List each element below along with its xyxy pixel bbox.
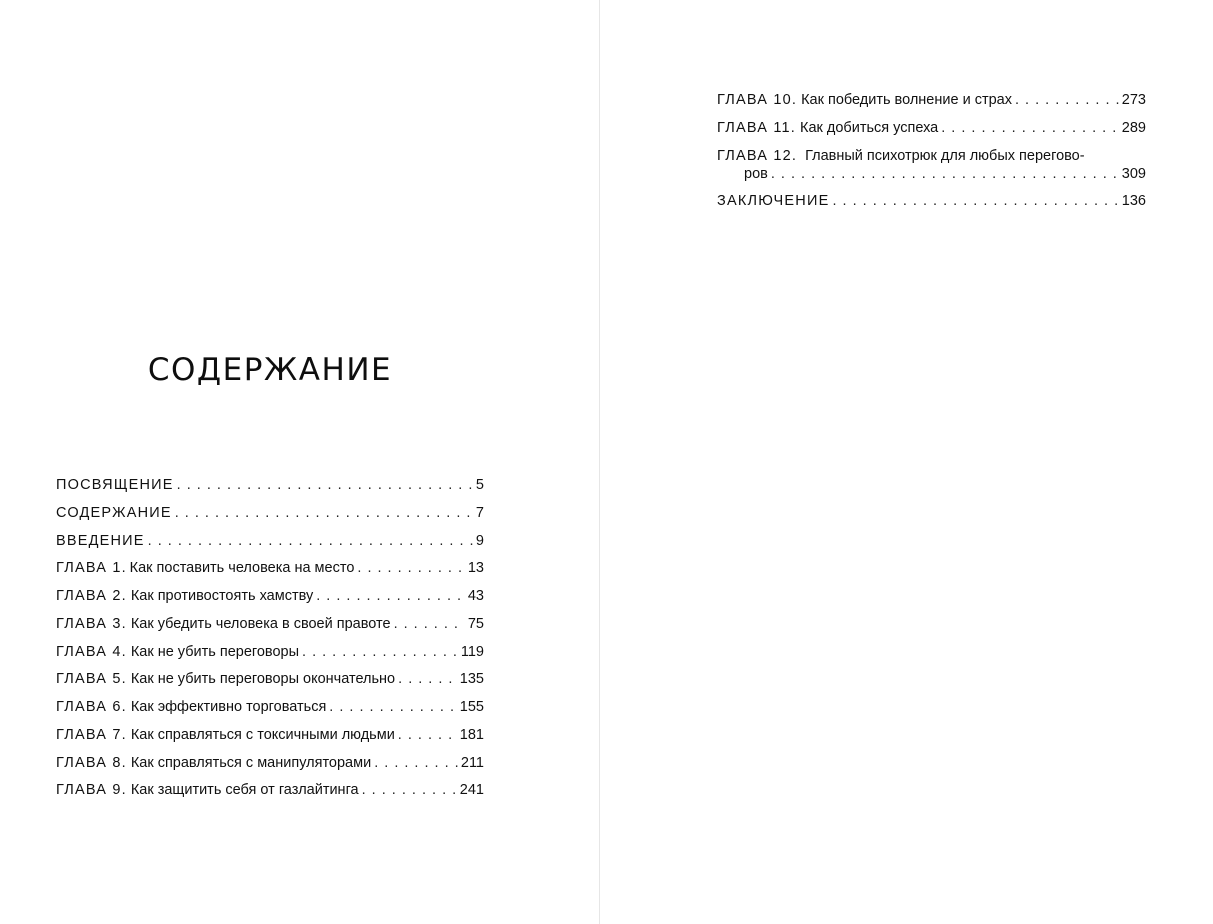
toc-entry-chapter-11[interactable] <box>717 119 1146 137</box>
toc-entry-page: 135 <box>459 671 484 688</box>
toc-entry-introduction[interactable] <box>56 532 484 550</box>
toc-entry-chapter-9[interactable] <box>56 781 484 799</box>
toc-entry-text: Как защитить себя от газлайтинга <box>130 782 359 799</box>
left-page <box>0 0 599 924</box>
toc-entry-text: . Как поставить человека на место <box>121 560 355 577</box>
toc-entry-dedication[interactable] <box>56 476 484 494</box>
toc-entry-page: 43 <box>467 588 484 604</box>
toc-list-right <box>717 91 1146 220</box>
toc-entry-label: ГЛАВА 4. <box>56 643 127 660</box>
toc-entry-page: 136 <box>1121 193 1146 210</box>
toc-entry-label: ГЛАВА 8. <box>56 754 127 771</box>
toc-entry-chapter-7[interactable] <box>56 726 484 744</box>
leader-dots <box>941 119 1119 137</box>
leader-dots <box>374 754 458 772</box>
leader-dots <box>832 192 1118 210</box>
leader-dots <box>398 670 457 688</box>
toc-entry-page: 289 <box>1121 119 1146 136</box>
right-page <box>600 0 1213 924</box>
toc-entry-page: 75 <box>467 615 484 632</box>
toc-entry-page: 181 <box>459 726 484 743</box>
leader-dots <box>1015 91 1119 109</box>
toc-entry-contents[interactable] <box>56 504 484 522</box>
toc-entry-text: Главный психотрюк для любых перегово- <box>805 147 1085 164</box>
toc-entry-page: 273 <box>1121 92 1146 108</box>
toc-entry-text: Как противостоять хамству <box>130 588 314 604</box>
toc-entry-label: ПОСВЯЩЕНИЕ <box>56 477 174 493</box>
leader-dots <box>316 587 465 605</box>
page-title: СОДЕРЖАНИЕ <box>147 352 393 388</box>
toc-entry-chapter-12[interactable] <box>717 147 1146 183</box>
toc-entry-text: Как победить волнение и страх <box>801 92 1012 108</box>
toc-entry-label: ГЛАВА 3. <box>56 615 127 632</box>
toc-entry-text: Как не убить переговоры <box>130 643 300 660</box>
toc-entry-chapter-4[interactable] <box>56 643 484 661</box>
toc-entry-label: СОДЕРЖАНИЕ <box>56 504 172 521</box>
toc-entry-page: 309 <box>1121 165 1146 182</box>
toc-entry-text-continuation: ров <box>744 165 768 182</box>
toc-entry-text: Как добиться успеха <box>800 119 939 136</box>
toc-entry-chapter-5[interactable] <box>56 670 484 688</box>
toc-entry-chapter-8[interactable] <box>56 754 484 772</box>
toc-entry-conclusion[interactable] <box>717 192 1146 210</box>
toc-entry-label: ГЛАВА 5. <box>56 671 127 688</box>
leader-dots <box>362 781 457 799</box>
leader-dots <box>148 532 473 550</box>
leader-dots <box>771 165 1119 183</box>
toc-entry-page: 13 <box>467 560 484 577</box>
toc-entry-chapter-1[interactable] <box>56 559 484 577</box>
leader-dots <box>177 476 473 494</box>
toc-entry-label: ЗАКЛЮЧЕНИЕ <box>717 193 830 210</box>
toc-entry-chapter-6[interactable] <box>56 698 484 716</box>
toc-entry-page: 7 <box>475 504 484 521</box>
toc-entry-page: 155 <box>459 699 484 715</box>
toc-entry-page: 241 <box>459 782 484 799</box>
leader-dots <box>175 504 473 522</box>
toc-entry-page: 211 <box>460 754 484 771</box>
toc-entry-label: ГЛАВА 1 <box>56 560 122 577</box>
toc-entry-text: Как убедить человека в своей правоте <box>130 615 391 632</box>
leader-dots <box>329 698 457 716</box>
toc-entry-page: 5 <box>475 477 484 493</box>
toc-entry-chapter-10[interactable] <box>717 91 1146 109</box>
toc-entry-label: ГЛАВА 2. <box>56 588 127 604</box>
toc-entry-text: Как справляться с токсичными людьми <box>130 726 395 743</box>
toc-entry-label: ГЛАВА 7. <box>56 726 127 743</box>
toc-entry-label: ГЛАВА 10. <box>717 92 798 108</box>
toc-entry-label: ГЛАВА 6. <box>56 699 127 715</box>
toc-entry-page: 119 <box>460 643 484 660</box>
toc-entry-chapter-3[interactable] <box>56 615 484 633</box>
leader-dots <box>398 726 457 744</box>
toc-list-left <box>56 476 484 809</box>
toc-entry-label: ГЛАВА 12. <box>717 147 798 164</box>
toc-entry-page: 9 <box>475 532 484 549</box>
toc-entry-text: Как эффективно торговаться <box>130 699 327 715</box>
toc-entry-label: ГЛАВА 9. <box>56 782 127 799</box>
leader-dots <box>357 559 464 577</box>
toc-entry-label: ВВЕДЕНИЕ <box>56 532 145 549</box>
toc-entry-text: Как не убить переговоры окончательно <box>130 671 396 688</box>
toc-entry-label: ГЛАВА 11. <box>717 119 796 136</box>
toc-entry-line-2 <box>717 165 1146 183</box>
toc-entry-line-1 <box>717 147 1146 165</box>
leader-dots <box>394 615 465 633</box>
toc-entry-chapter-2[interactable] <box>56 587 484 605</box>
toc-entry-text: Как справляться с манипуляторами <box>130 754 372 771</box>
leader-dots <box>302 643 458 661</box>
